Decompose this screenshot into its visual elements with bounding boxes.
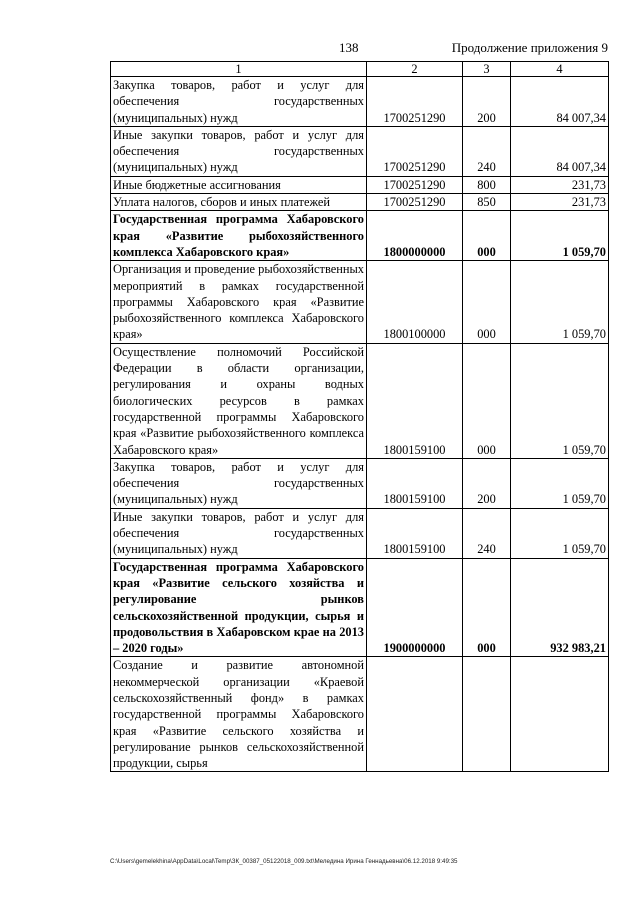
column-header: 2 (367, 62, 463, 77)
row-name-cell: Государственная программа Хабаровского края «Развитие сельского хозяйства и регулирование рынков сельскохозяйственной продукции, сырья и продовольствия в Хабаровском крае на 2013 – 2020 годы» (111, 558, 367, 657)
budget-table (110, 61, 609, 772)
row-name-cell: Иные бюджетные ассигнования (111, 176, 367, 193)
row-amount-cell: 84 007,34 (511, 126, 609, 176)
table-row (111, 458, 609, 508)
row-type-cell: 200 (463, 77, 511, 127)
table-header-row (111, 62, 609, 77)
table-row (111, 194, 609, 211)
row-amount-cell: 1 059,70 (511, 458, 609, 508)
file-path-footer: C:\Users\gemelekhina\AppData\Local\Temp\ЗК_00387_05122018_009.txt\Меледина Ирина Геннадьевна\06.12.2018 9:49:35 (110, 858, 458, 865)
row-name-cell: Иные закупки товаров, работ и услуг для обеспечения государственных (муниципальных) нужд (111, 508, 367, 558)
row-code-cell: 1700251290 (367, 176, 463, 193)
row-code-cell: 1800159100 (367, 508, 463, 558)
row-name-cell: Закупка товаров, работ и услуг для обеспечения государственных (муниципальных) нужд (111, 77, 367, 127)
table-row (111, 176, 609, 193)
row-name-cell: Организация и проведение рыбохозяйственных мероприятий в рамках государственной программы Хабаровского края «Развитие рыбохозяйственного комплекса Хабаровского края» (111, 261, 367, 343)
row-code-cell: 1800100000 (367, 261, 463, 343)
table-row (111, 261, 609, 343)
table-row (111, 343, 609, 458)
page-number: 138 (339, 40, 359, 55)
table-row (111, 657, 609, 772)
row-type-cell: 000 (463, 261, 511, 343)
row-code-cell: 1800159100 (367, 343, 463, 458)
row-type-cell (463, 657, 511, 772)
row-code-cell: 1700251290 (367, 126, 463, 176)
row-amount-cell: 1 059,70 (511, 343, 609, 458)
row-name-cell: Государственная программа Хабаровского края «Развитие рыбохозяйственного комплекса Хабаровского края» (111, 211, 367, 261)
row-type-cell: 240 (463, 508, 511, 558)
row-code-cell: 1800000000 (367, 211, 463, 261)
row-type-cell: 200 (463, 458, 511, 508)
row-amount-cell: 1 059,70 (511, 211, 609, 261)
row-type-cell: 800 (463, 176, 511, 193)
continuation-label: Продолжение приложения 9 (451, 40, 608, 55)
row-type-cell: 240 (463, 126, 511, 176)
row-code-cell: 1800159100 (367, 458, 463, 508)
row-amount-cell: 84 007,34 (511, 77, 609, 127)
row-name-cell: Закупка товаров, работ и услуг для обеспечения государственных (муниципальных) нужд (111, 458, 367, 508)
row-type-cell: 850 (463, 194, 511, 211)
row-name-cell: Осуществление полномочий Российской Федерации в области организации, регулирования и охраны водных биологических ресурсов в рамках государственной программы Хабаровского края «Развитие рыбохозяйственного комплекса Хабаровского края» (111, 343, 367, 458)
row-name-cell: Уплата налогов, сборов и иных платежей (111, 194, 367, 211)
row-code-cell: 1700251290 (367, 77, 463, 127)
row-code-cell (367, 657, 463, 772)
row-amount-cell: 1 059,70 (511, 508, 609, 558)
table-row (111, 508, 609, 558)
row-type-cell: 000 (463, 211, 511, 261)
row-amount-cell: 1 059,70 (511, 261, 609, 343)
row-code-cell: 1700251290 (367, 194, 463, 211)
column-header: 1 (111, 62, 367, 77)
table-row (111, 211, 609, 261)
row-name-cell: Создание и развитие автономной некоммерческой организации «Краевой сельскохозяйственный фонд» в рамках государственной программы Хабаровского края «Развитие сельского хозяйства и регулирование рынков сельскохозяйственной продукции, сырья (111, 657, 367, 772)
row-type-cell: 000 (463, 343, 511, 458)
row-amount-cell: 231,73 (511, 194, 609, 211)
column-header: 3 (463, 62, 511, 77)
row-amount-cell: 231,73 (511, 176, 609, 193)
row-amount-cell (511, 657, 609, 772)
table-row (111, 77, 609, 127)
row-name-cell: Иные закупки товаров, работ и услуг для обеспечения государственных (муниципальных) нужд (111, 126, 367, 176)
row-code-cell: 1900000000 (367, 558, 463, 657)
table-row (111, 558, 609, 657)
row-type-cell: 000 (463, 558, 511, 657)
table-row (111, 126, 609, 176)
row-amount-cell: 932 983,21 (511, 558, 609, 657)
column-header: 4 (511, 62, 609, 77)
